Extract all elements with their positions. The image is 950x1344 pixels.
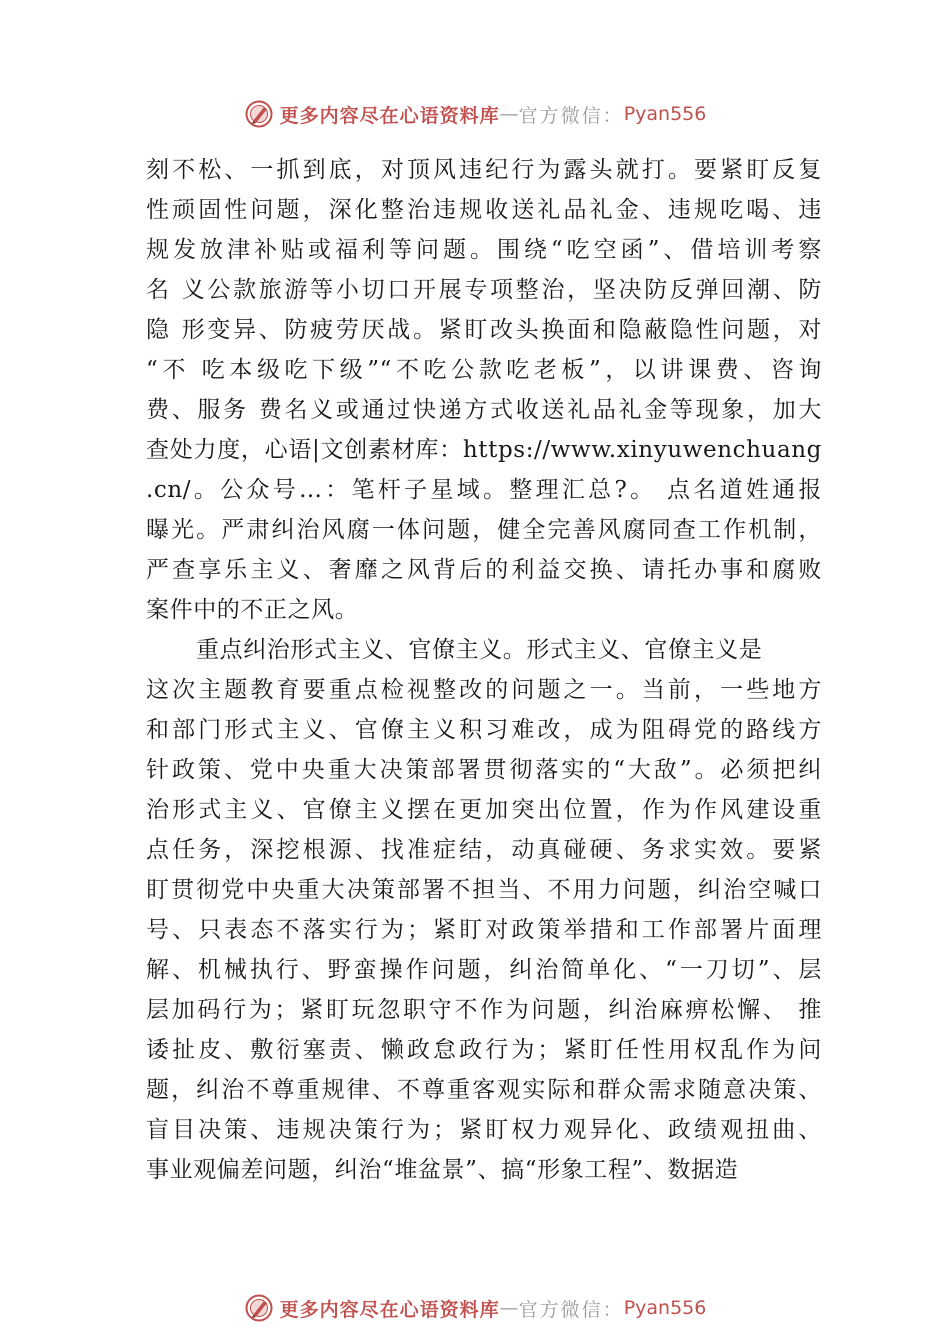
- watermark-brand: 更多内容尽在心语资料库: [279, 1298, 500, 1321]
- watermark-separator: —: [499, 103, 519, 125]
- text-line: 事业观偏差问题，纠治“堆盆景”、搞“形象工程”、数据造: [146, 1157, 739, 1183]
- watermark-wechat-label: 官方微信：: [518, 1298, 624, 1321]
- watermark-wechat-id: Pyan556: [623, 103, 707, 125]
- text-line: 刻不松、一抓到底，对顶风违纪行为露头就打。要紧盯反复: [146, 157, 822, 183]
- text-line: 盯贯彻党中央重大决策部署不担当、不用力问题，纠治空喊口: [146, 877, 822, 903]
- paragraph-1: [146, 150, 822, 630]
- text-line: 名 义公款旅游等小切口开展专项整治，坚决防反弹回潮、防: [146, 277, 822, 303]
- text-line: “不 吃本级吃下级”“不吃公款吃老板”，以讲课费、咨询: [146, 357, 822, 383]
- paragraph-2: [146, 630, 822, 1190]
- pen-seal-icon: [244, 1293, 274, 1323]
- text-line: 诿扯皮、敷衍塞责、懒政怠政行为；紧盯任性用权乱作为问: [146, 1037, 822, 1063]
- text-line: 规发放津补贴或福利等问题。围绕“吃空函”、借培训考察: [146, 237, 822, 263]
- text-line: .cn/。公众号…：笔杆子星域。整理汇总?。 点名道姓通报: [146, 477, 822, 503]
- text-line: 点任务，深挖根源、找准症结，动真碰硬、务求实效。要紧: [146, 837, 822, 863]
- text-line: 隐 形变异、防疲劳厌战。紧盯改头换面和隐蔽隐性问题，对: [146, 317, 822, 343]
- pen-seal-icon: [244, 99, 274, 129]
- text-line: 针政策、党中央重大决策部署贯彻落实的“大敌”。必须把纠: [146, 757, 822, 783]
- watermark-brand: 更多内容尽在心语资料库: [279, 104, 500, 127]
- text-line: 曝光。严肃纠治风腐一体问题，健全完善风腐同查工作机制，: [146, 517, 822, 543]
- header-watermark: [0, 94, 950, 134]
- text-line: 号、只表态不落实行为；紧盯对政策举措和工作部署片面理: [146, 917, 822, 943]
- text-line: 案件中的不正之风。: [146, 597, 359, 623]
- document-body: [146, 150, 822, 1190]
- text-line: 查处力度，心语|文创素材库：https://www.xinyuwenchuang: [146, 437, 822, 463]
- text-line: 题，纠治不尊重规律、不尊重客观实际和群众需求随意决策、: [146, 1077, 822, 1103]
- text-line: 性顽固性问题，深化整治违规收送礼品礼金、违规吃喝、违: [146, 197, 822, 223]
- paragraph-first-line: 重点纠治形式主义、官僚主义。形式主义、官僚主义是: [196, 637, 763, 663]
- text-line: 这次主题教育要重点检视整改的问题之一。当前，一些地方: [146, 677, 822, 703]
- footer-watermark: [0, 1288, 950, 1328]
- text-line: 治形式主义、官僚主义摆在更加突出位置，作为作风建设重: [146, 797, 822, 823]
- watermark-wechat-label: 官方微信：: [518, 104, 624, 127]
- watermark-wechat-id: Pyan556: [623, 1297, 707, 1319]
- text-line: 解、机械执行、野蛮操作问题，纠治简单化、“一刀切”、层: [146, 957, 822, 983]
- text-line: 层加码行为；紧盯玩忽职守不作为问题，纠治麻痹松懈、 推: [146, 997, 822, 1023]
- text-line: 费、服务 费名义或通过快递方式收送礼品礼金等现象，加大: [146, 397, 822, 423]
- watermark-separator: —: [499, 1297, 519, 1319]
- text-line: 和部门形式主义、官僚主义积习难改，成为阻碍党的路线方: [146, 717, 822, 743]
- text-line: 严查享乐主义、奢靡之风背后的利益交换、请托办事和腐败: [146, 557, 822, 583]
- text-line: 盲目决策、违规决策行为；紧盯权力观异化、政绩观扭曲、: [146, 1117, 822, 1143]
